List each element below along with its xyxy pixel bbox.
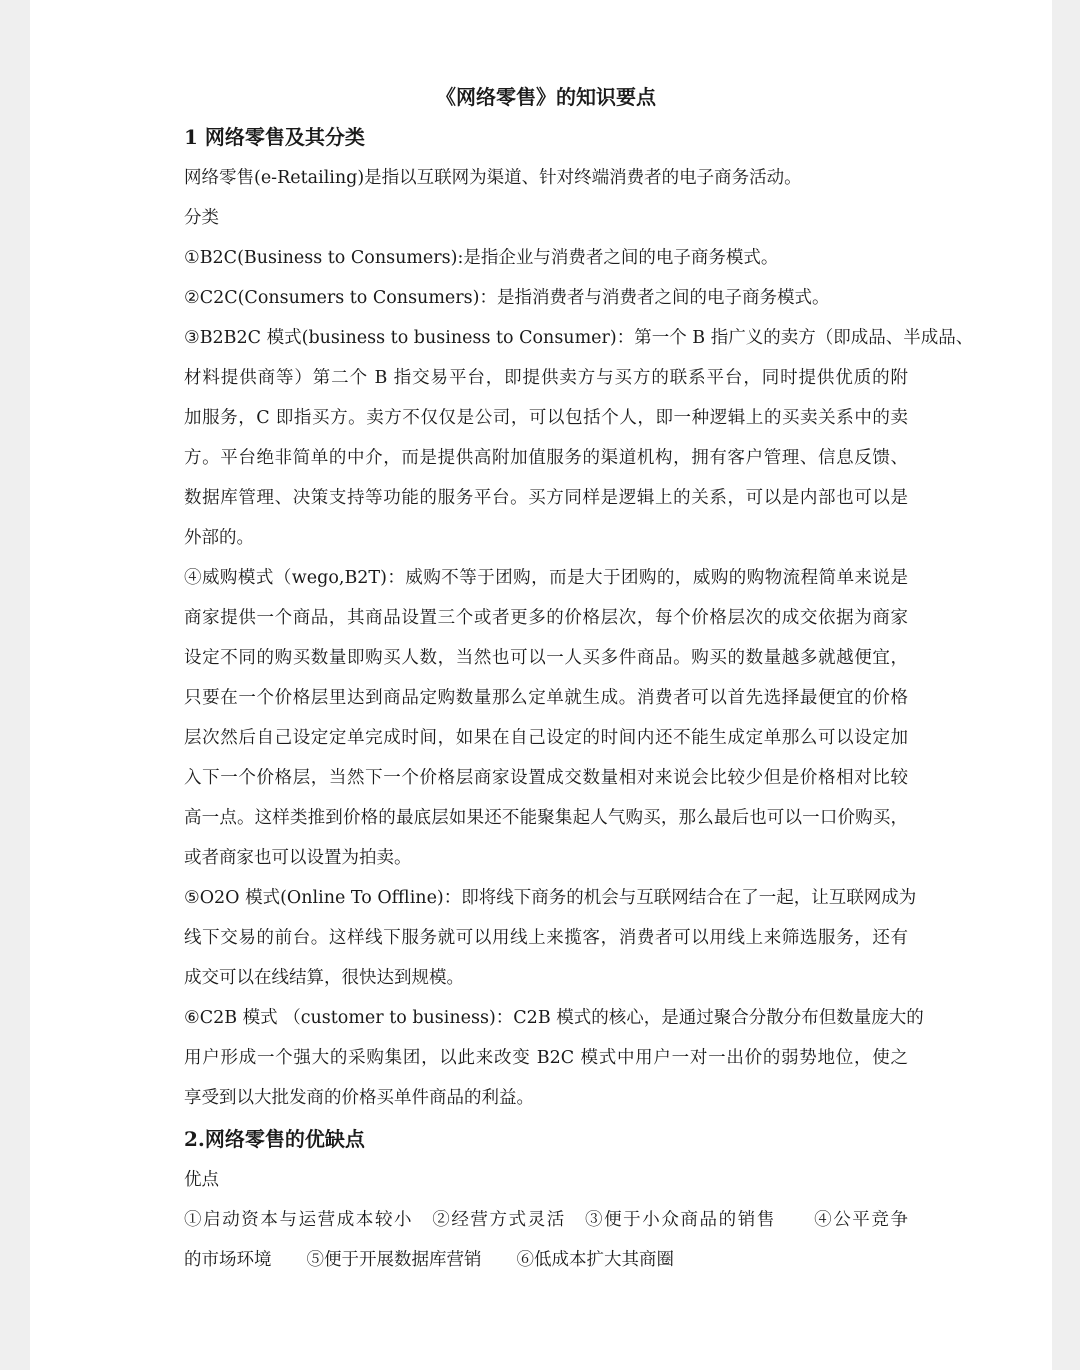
text-line: ④威购模式（wego,B2T)：威购不等于团购，而是大于团购的，威购的购物流程简单来说是	[184, 568, 908, 588]
document-page	[30, 0, 1052, 1370]
text-line: 层次然后自己设定定单完成时间，如果在自己设定的时间内还不能生成定单那么可以设定加	[184, 728, 908, 748]
text-line: 享受到以大批发商的价格买单件商品的利益。	[184, 1088, 534, 1108]
text-line: 的市场环境 ⑤便于开展数据库营销 ⑥低成本扩大其商圈	[184, 1250, 674, 1270]
text-line: 成交可以在线结算，很快达到规模。	[184, 968, 464, 988]
section-heading: 2.网络零售的优缺点	[184, 1127, 365, 1151]
text-line: 高一点。这样类推到价格的最底层如果还不能聚集起人气购买，那么最后也可以一口价购买，	[184, 808, 908, 828]
text-line: 用户形成一个强大的采购集团，以此来改变 B2C 模式中用户一对一出价的弱势地位，使之	[184, 1048, 908, 1068]
paragraph	[184, 878, 917, 998]
text-line: 分类	[184, 208, 219, 228]
text-line: 设定不同的购买数量即购买人数，当然也可以一人买多件商品。购买的数量越多就越便宜，	[184, 648, 908, 668]
document-title: 《网络零售》的知识要点	[436, 85, 656, 109]
text-line: 只要在一个价格层里达到商品定购数量那么定单就生成。消费者可以首先选择最便宜的价格	[184, 688, 908, 708]
text-line: 加服务，C 即指买方。卖方不仅仅是公司，可以包括个人，即一种逻辑上的买卖关系中的卖	[184, 408, 908, 428]
paragraph	[184, 158, 908, 198]
text-line: 外部的。	[184, 528, 254, 548]
paragraph	[184, 998, 924, 1118]
text-line: 网络零售(e-Retailing)是指以互联网为渠道、针对终端消费者的电子商务活动。	[184, 168, 802, 188]
text-line: 数据库管理、决策支持等功能的服务平台。买方同样是逻辑上的关系，可以是内部也可以是	[184, 488, 908, 508]
text-line: 商家提供一个商品，其商品设置三个或者更多的价格层次，每个价格层次的成交依据为商家	[184, 608, 908, 628]
text-line: ②C2C(Consumers to Consumers)：是指消费者与消费者之间的电子商务模式。	[184, 288, 830, 308]
section-heading: 1 网络零售及其分类	[184, 125, 365, 149]
paragraph	[184, 318, 974, 558]
text-line: ⑤O2O 模式(Online To Offline)：即将线下商务的机会与互联网结合在了一起，让互联网成为	[184, 888, 917, 908]
document-content	[184, 78, 974, 1280]
text-line: 线下交易的前台。这样线下服务就可以用线上来揽客，消费者可以用线上来筛选服务，还有	[184, 928, 908, 948]
text-line: 或者商家也可以设置为拍卖。	[184, 848, 412, 868]
text-line: 材料提供商等）第二个 B 指交易平台，即提供卖方与买方的联系平台，同时提供优质的附	[184, 368, 908, 388]
text-line: ③B2B2C 模式(business to business to Consumer)：第一个 B 指广义的卖方（即成品、半成品、	[184, 328, 974, 348]
paragraph	[184, 198, 908, 238]
text-line: ⑥C2B 模式 （customer to business)：C2B 模式的核心，是通过聚合分散分布但数量庞大的	[184, 1008, 924, 1028]
paragraph	[184, 238, 908, 278]
paragraph	[184, 1200, 908, 1280]
text-line: ①B2C(Business to Consumers):是指企业与消费者之间的电子商务模式。	[184, 248, 779, 268]
text-line: 优点	[184, 1170, 219, 1190]
paragraph	[184, 1160, 908, 1200]
text-line: 方。平台绝非简单的中介，而是提供高附加值服务的渠道机构，拥有客户管理、信息反馈、	[184, 448, 908, 468]
text-line: 入下一个价格层，当然下一个价格层商家设置成交数量相对来说会比较少但是价格相对比较	[184, 768, 908, 788]
paragraph	[184, 558, 908, 878]
paragraph	[184, 278, 908, 318]
text-line: ①启动资本与运营成本较小 ②经营方式灵活 ③便于小众商品的销售 ④公平竞争	[184, 1210, 908, 1230]
